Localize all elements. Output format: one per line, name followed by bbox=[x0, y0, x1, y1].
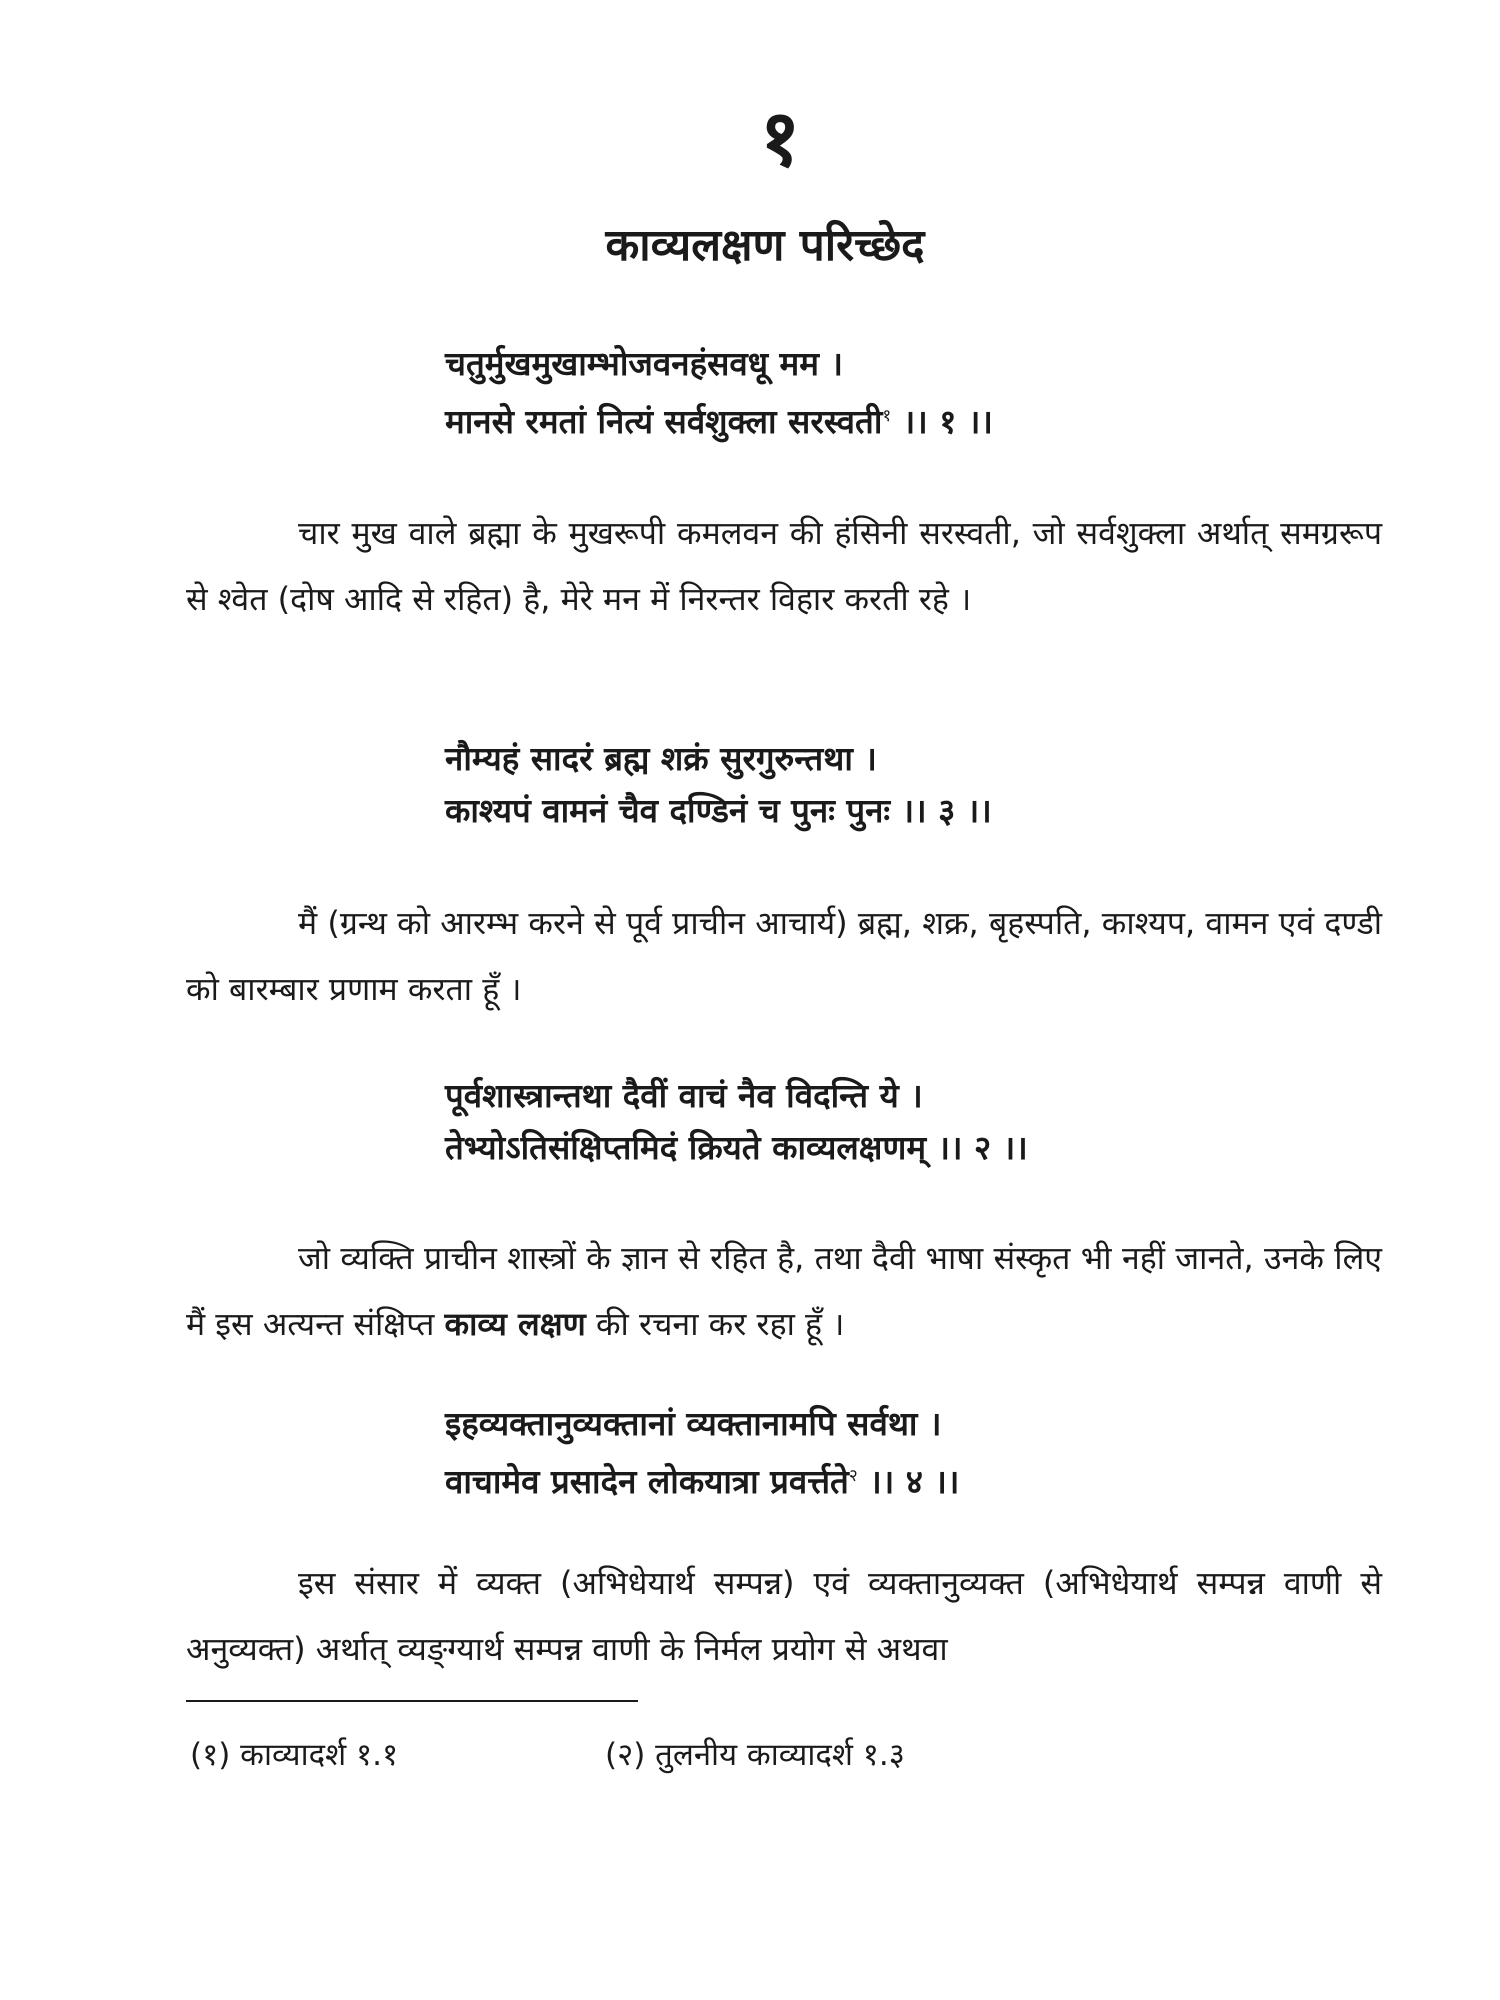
translation-paragraph-2-text: मैं (ग्रन्थ को आरम्भ करने से पूर्व प्राचीन आचार्य) ब्रह्म, शक्र, बृहस्पति, काश्यप, वामन एवं दण्डी को बारम्बार प्रणाम करता हूँ । bbox=[186, 904, 1382, 1008]
footnote-ref-2: २ bbox=[848, 1466, 858, 1486]
verse-4-line-1: इहव्यक्तानुव्यक्तानां व्यक्तानामपि सर्वथा । bbox=[445, 1404, 942, 1443]
verse-1 bbox=[445, 338, 1345, 448]
verse-1-number: ।। १ ।। bbox=[891, 402, 993, 441]
verse-3 bbox=[445, 1070, 1345, 1174]
translation-paragraph-1 bbox=[186, 500, 1382, 632]
footnote-ref-1: १ bbox=[882, 406, 892, 426]
verse-1-line-2 bbox=[445, 390, 1345, 448]
verse-4-line-2 bbox=[445, 1450, 1345, 1508]
verse-3-line-2: तेभ्योऽतिसंक्षिप्तमिदं क्रियते काव्यलक्षणम् ।। २ ।। bbox=[445, 1128, 1028, 1167]
translation-paragraph-3 bbox=[186, 1225, 1382, 1357]
chapter-number: १ bbox=[759, 94, 801, 184]
verse-1-line-1: चतुर्मुखमुखाम्भोजवनहंसवधू मम । bbox=[445, 344, 843, 383]
footnote-divider bbox=[186, 1700, 638, 1702]
translation-paragraph-3-tail: की रचना कर रहा हूँ । bbox=[585, 1305, 845, 1343]
translation-paragraph-3-text: जो व्यक्ति प्राचीन शास्त्रों के ज्ञान से रहित है, तथा दैवी भाषा संस्कृत भी नहीं जानते, उनके लिए मैं इस अत्यन्त संक्षिप्त bbox=[186, 1239, 1382, 1343]
verse-2 bbox=[445, 733, 1345, 837]
translation-paragraph-2 bbox=[186, 890, 1382, 1022]
verse-4-line-2-text: वाचामेव प्रसादेन लोकयात्रा प्रवर्त्तते bbox=[445, 1462, 849, 1501]
verse-2-line-2: काश्यपं वामनं चैव दण्डिनं च पुनः पुनः ।। ३ ।। bbox=[445, 791, 992, 830]
chapter-title: काव्यलक्षण परिच्छेद bbox=[605, 220, 925, 271]
translation-paragraph-4-text: इस संसार में व्यक्त (अभिधेयार्थ सम्पन्न) एवं व्यक्तानुव्यक्त (अभिधेयार्थ सम्पन्न वाणी से अनुव्यक्त) अर्थात् व्यङ्ग्यार्थ सम्पन्न वाणी के निर्मल प्रयोग से अथवा bbox=[186, 1564, 1382, 1668]
translation-paragraph-3-emphasis: काव्य लक्षण bbox=[444, 1305, 586, 1343]
translation-paragraph-4 bbox=[186, 1550, 1382, 1682]
footnote-2: (२) तुलनीय काव्यादर्श १.३ bbox=[605, 1737, 905, 1773]
verse-2-line-1: नौम्यहं सादरं ब्रह्म शक्रं सुरगुरुन्तथा । bbox=[445, 739, 877, 778]
verse-4 bbox=[445, 1398, 1345, 1508]
verse-3-line-1: पूर्वशास्त्रान्तथा दैवीं वाचं नैव विदन्ति ये । bbox=[445, 1076, 923, 1115]
verse-1-line-2-text: मानसे रमतां नित्यं सर्वशुक्ला सरस्वती bbox=[445, 402, 883, 441]
translation-paragraph-1-text: चार मुख वाले ब्रह्मा के मुखरूपी कमलवन की हंसिनी सरस्वती, जो सर्वशुक्ला अर्थात् समग्ररूप से श्वेत (दोष आदि से रहित) है, मेरे मन में निरन्तर विहार करती रहे । bbox=[186, 514, 1382, 618]
footnote-1: (१) काव्यादर्श १.१ bbox=[190, 1737, 399, 1773]
verse-4-number: ।। ४ ।। bbox=[857, 1462, 960, 1501]
